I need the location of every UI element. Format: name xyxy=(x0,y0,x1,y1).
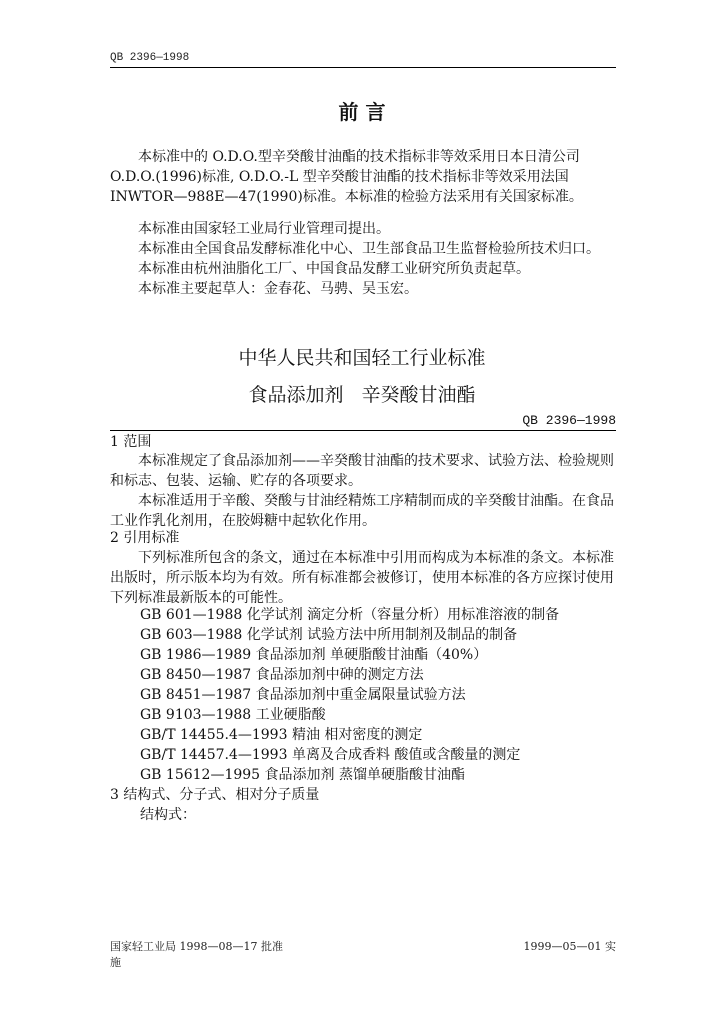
reference-item: GB 15612—1995 食品添加剂 蒸馏单硬脂酸甘油酯 xyxy=(140,767,465,783)
reference-item: GB 1986—1989 食品添加剂 单硬脂酸甘油酯（40%） xyxy=(140,647,488,663)
preface-para1: 本标准中的 O.D.O.型辛癸酸甘油酯的技术指标非等效采用日本日清公司 O.D.O.(1996)标准, O.D.O.-L 型辛癸酸甘油酯的技术指标非等效采用法国 INWTOR—988E—47(1990)标准。本标准的检验方法采用有关国家标准。 xyxy=(110,149,583,205)
footer-implemented: 1999—05—01 实 xyxy=(523,940,616,953)
reference-item: GB/T 14455.4—1993 精油 相对密度的测定 xyxy=(140,727,423,743)
reference-item: GB 601—1988 化学试剂 滴定分析（容量分析）用标准溶液的制备 xyxy=(140,607,560,623)
reference-item: GB 603—1988 化学试剂 试验方法中所用制剂及制品的制备 xyxy=(140,627,518,643)
preface-line: 本标准由杭州油脂化工厂、中国食品发酵工业研究所负责起草。 xyxy=(138,261,530,277)
doc-title: 食品添加剂 辛癸酸甘油酯 xyxy=(248,384,476,406)
section-1-para2: 本标准适用于辛酸、癸酸与甘油经精炼工序精制而成的辛癸酸甘油酯。在食品工业作乳化剂用，在胶姆糖中起软化作用。 xyxy=(110,493,614,529)
preface-title: 前 言 xyxy=(338,100,386,124)
org-title: 中华人民共和国轻工行业标准 xyxy=(238,347,486,369)
preface-line: 本标准由全国食品发酵标准化中心、卫生部食品卫生监督检验所技术归口。 xyxy=(138,241,600,257)
preface-line: 本标准由国家轻工业局行业管理司提出。 xyxy=(138,221,390,237)
section-1-heading: 1 范围 xyxy=(110,434,152,450)
reference-item: GB 8451—1987 食品添加剂中重金属限量试验方法 xyxy=(140,687,466,703)
section-2-para1: 下列标准所包含的条文，通过在本标准中引用而构成为本标准的条文。本标准出版时，所示版本均为有效。所有标准都会被修订，使用本标准的各方应探讨使用下列标准最新版本的可能性。 xyxy=(110,550,614,606)
section-1-para1: 本标准规定了食品添加剂——辛癸酸甘油酯的技术要求、试验方法、检验规则和标志、包装、运输、贮存的各项要求。 xyxy=(110,453,614,489)
structure-label: 结构式： xyxy=(140,807,196,823)
header-code: QB 2396—1998 xyxy=(110,52,190,64)
reference-item: GB 9103—1988 工业硬脂酸 xyxy=(140,707,326,723)
preface-line: 本标准主要起草人：金春花、马骋、吴玉宏。 xyxy=(138,281,418,297)
title-rule xyxy=(110,430,616,431)
standard-code: QB 2396—1998 xyxy=(522,413,616,428)
footer-approved-tail: 施 xyxy=(110,956,121,969)
footer-approved: 国家轻工业局 1998—08—17 批准 xyxy=(110,940,283,953)
section-3-heading: 3 结构式、分子式、相对分子质量 xyxy=(110,787,320,803)
reference-item: GB 8450—1987 食品添加剂中砷的测定方法 xyxy=(140,667,424,683)
reference-item: GB/T 14457.4—1993 单离及合成香料 酸值或含酸量的测定 xyxy=(140,747,521,763)
section-2-heading: 2 引用标准 xyxy=(110,530,180,546)
header-rule xyxy=(110,67,616,68)
